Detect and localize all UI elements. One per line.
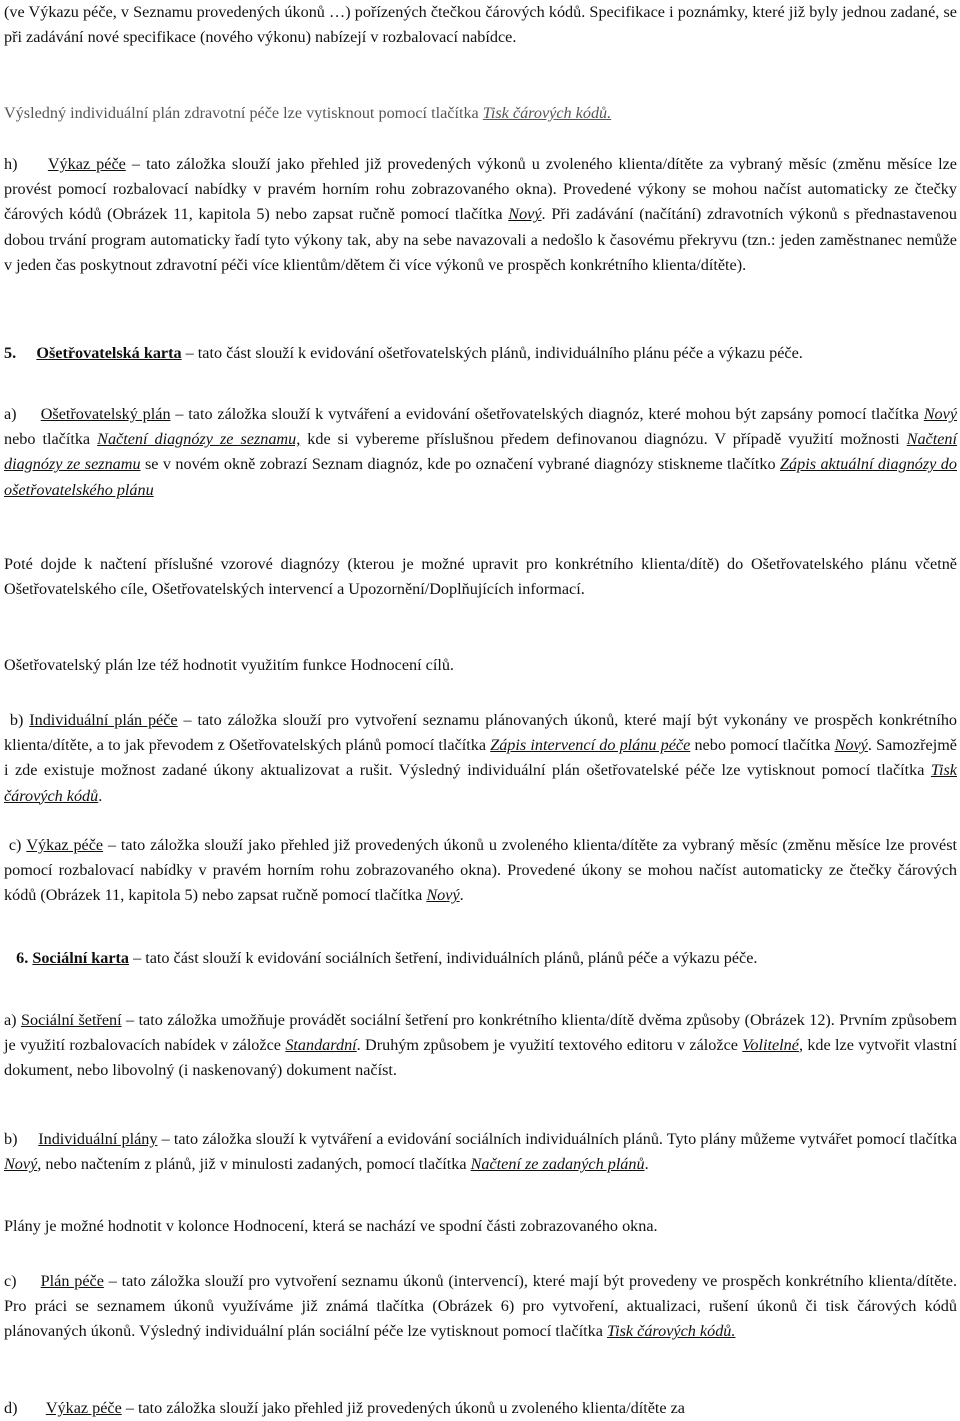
- link-tisk-carovych-kodu[interactable]: Tisk čárových kódů.: [607, 1322, 736, 1341]
- paragraph-hodnoceni: Plány je možné hodnotit v kolonce Hodnocení, která se nachází ve spodní části zobrazovaného okna.: [4, 1217, 658, 1235]
- link-zapis-aktualni-diagnozy[interactable]: Zápis aktuální diagnózy do ošetřovatelského plánu: [4, 455, 957, 499]
- term-socialni-setreni: Sociální šetření: [21, 1011, 122, 1029]
- heading-5-osetrovatelska-karta: 5. Ošetřovatelská karta – tato část slouží k evidování ošetřovatelských plánů, individuálního plánu péče a výkazu péče.: [4, 344, 803, 362]
- term-individualni-plany: Individuální plány: [38, 1130, 158, 1148]
- link-novy[interactable]: Nový: [508, 205, 542, 224]
- paragraph-hodnoceni-cilu: Ošetřovatelský plán lze též hodnotit využitím funkce Hodnocení cílů.: [4, 656, 454, 674]
- paragraph-a-osetrovatelsky-plan: a) Ošetřovatelský plán – tato záložka slouží k vytváření a evidování ošetřovatelských diagnóz, které mohou být zapsány pomocí tlačítka Nový nebo tlačítka Načtení diagnózy ze seznamu, kde si vybereme příslušnou předem definovanou diagnózu. V případě využití možnosti Načtení diagnózy ze seznamu se v novém okně zobrazí Seznam diagnóz, kde po označení vybrané diagnózy stiskneme tlačítko Zápis aktuální diagnózy do ošetřovatelského plánu: [4, 405, 958, 499]
- link-zapis-intervenci[interactable]: Zápis intervencí do plánu péče: [490, 736, 691, 755]
- term-osetrovatelsky-plan: Ošetřovatelský plán: [40, 405, 171, 423]
- paragraph-c-plan-pece: c) Plán péče – tato záložka slouží pro vytvoření seznamu úkonů (intervencí), které mají být provedeny ve prospěch konkrétního klienta/dítěte. Pro práci se seznamem úkonů využíváme již známá tlačítka (Obrázek 6) pro vytvoření, aktualizaci, rušení úkonů či tisk čárových kódů plánovaných úkonů. Výsledný individuální plán sociální péče lze vytisknout pomocí tlačítka Tisk čárových kódů.: [4, 1272, 958, 1341]
- paragraph-c-vykaz-pece: c) Výkaz péče – tato záložka slouží jako přehled již provedených úkonů u zvoleného klienta/dítěte za vybraný měsíc (změnu měsíce lze provést pomocí rozbalovací nabídky v pravém horním rohu zobrazovaného okna). Provedené úkony se mohou načíst automaticky ze čtečky čárových kódů (Obrázek 11, kapitola 5) nebo zapsat ručně pomocí tlačítka Nový.: [4, 836, 958, 905]
- paragraph-b-individualni-plany: b) Individuální plány – tato záložka slouží k vytváření a evidování sociálních individuálních plánů. Tyto plány můžeme vytvářet pomocí tlačítka Nový, nebo načtením z plánů, již v minulosti zadaných, pomocí tlačítka Načtení ze zadaných plánů.: [4, 1130, 958, 1174]
- paragraph-vzorove-diagnozy: Poté dojde k načtení příslušné vzorové diagnózy (kterou je možné upravit pro konkrétního klienta/dítě) do Ošetřovatelského plánu včetně Ošetřovatelského cíle, Ošetřovatelských intervencí a Upozornění/Doplňujících informací.: [4, 555, 957, 599]
- paragraph-b-individualni-plan-pece: b) Individuální plán péče – tato záložka slouží pro vytvoření seznamu plánovaných úkonů, které mají být vykonány ve prospěch konkrétního klienta/dítěte, a to jak převodem z Ošetřovatelských plánů pomocí tlačítka Zápis intervencí do plánu péče nebo pomocí tlačítka Nový. Samozřejmě i zde existuje možnost zadané úkony aktualizovat a rušit. Výsledný individuální plán ošetřovatelské péče lze vytisknout pomocí tlačítka Tisk čárových kódů.: [4, 711, 958, 805]
- heading-6-socialni-karta: 6. Sociální karta – tato část slouží k evidování sociálních šetření, individuálních plánů, plánů péče a výkazu péče.: [16, 949, 758, 967]
- link-novy[interactable]: Nový: [923, 405, 958, 423]
- link-tisk-carovych-kodu[interactable]: Tisk čárových kódů: [4, 761, 957, 805]
- term-vykaz-pece: Výkaz péče: [26, 836, 104, 854]
- term-plan-pece: Plán péče: [40, 1272, 104, 1290]
- paragraph-continuation: (ve Výkazu péče, v Seznamu provedených úkonů …) pořízených čtečkou čárových kódů. Specifikace i poznámky, které již byly jednou zadané, se při zadávání nové specifikace (nového výkonu) nabízejí v rozbalovací nabídce.: [4, 3, 957, 47]
- link-novy[interactable]: Nový: [426, 886, 460, 905]
- paragraph-d-vykaz-pece: d) Výkaz péče – tato záložka slouží jako přehled již provedených úkonů u zvoleného klienta/dítěte za: [4, 1399, 685, 1417]
- link-standardni[interactable]: Standardní: [285, 1036, 357, 1055]
- term-vykaz-pece: Výkaz péče: [47, 155, 126, 173]
- link-nacteni-diagnozy[interactable]: Načtení diagnózy ze seznamu,: [97, 430, 301, 449]
- paragraph-a-socialni-setreni: a) Sociální šetření – tato záložka umožňuje provádět sociální šetření pro konkrétního klienta/dítě dvěma způsoby (Obrázek 12). Prvním způsobem je využití rozbalovacích nabídek v záložce Standardní. Druhým způsobem je využití textového editoru v záložce Volitelné, kde lze vytvořit vlastní dokument, nebo libovolný (i naskenovaný) dokument načíst.: [4, 1011, 957, 1080]
- term-socialni-karta: Sociální karta: [32, 949, 130, 967]
- link-tisk-carovych-kodu[interactable]: Tisk čárových kódů.: [482, 104, 612, 122]
- paragraph-print-plan: Výsledný individuální plán zdravotní péče lze vytisknout pomocí tlačítka Tisk čárových kódů.: [4, 104, 612, 122]
- term-vykaz-pece: Výkaz péče: [45, 1399, 122, 1417]
- term-individualni-plan-pece: Individuální plán péče: [29, 711, 178, 729]
- link-novy[interactable]: Nový: [834, 736, 868, 755]
- term-osetrovatelska-karta: Ošetřovatelská karta: [36, 344, 182, 362]
- link-nacteni-diagnozy-ze-seznamu[interactable]: Načtení diagnózy ze seznamu: [4, 430, 957, 474]
- link-nacteni-ze-zadanych-planu[interactable]: Načtení ze zadaných plánů: [470, 1155, 645, 1174]
- link-volitelne[interactable]: Volitelné: [742, 1036, 799, 1055]
- paragraph-h-vykaz-pece: h) Výkaz péče – tato záložka slouží jako přehled již provedených výkonů u zvoleného klienta/dítěte za vybraný měsíc (změnu měsíce lze provést pomocí rozbalovací nabídky v pravém horním rohu zobrazovaného okna). Provedené výkony se mohou načíst automaticky ze čtečky čárových kódů (Obrázek 11, kapitola 5) nebo zapsat ručně pomocí tlačítka Nový. Při zadávání (načítání) zdravotních výkonů s přednastavenou dobou trvání program automaticky řadí tyto výkony tak, aby na sebe navazovali a nedošlo k časovému překryvu (tzn.: jeden zaměstnanec nemůže v jeden čas poskytnout zdravotní péči více klientům/dětem či více výkonů ve prospěch konkrétního klienta/dítěte).: [4, 155, 957, 274]
- link-novy[interactable]: Nový: [4, 1155, 38, 1174]
